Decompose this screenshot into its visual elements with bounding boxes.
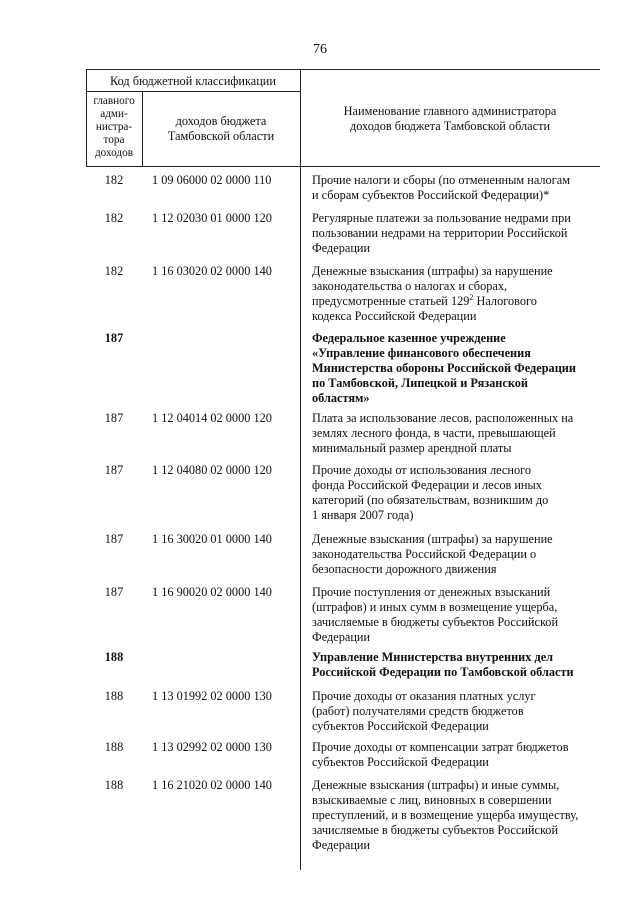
row-admin-code: 182 xyxy=(104,173,124,187)
row-revenue-code: 1 09 06000 02 0000 110 xyxy=(152,173,272,187)
header-col-admin-line: адми- xyxy=(100,108,128,120)
column-divider-2 xyxy=(300,69,301,870)
row-admin-code: 187 xyxy=(104,463,124,477)
row-name-line: Плата за использование лесов, расположенных на xyxy=(312,411,574,425)
row-name-line: Денежные взыскания (штрафы) за нарушение xyxy=(312,264,553,278)
row-admin-code: 188 xyxy=(104,778,124,792)
row-name-line: 1 января 2007 года) xyxy=(312,508,414,522)
row-revenue-code: 1 13 01992 02 0000 130 xyxy=(152,689,272,703)
table-top-border xyxy=(86,69,600,70)
row-name-line: зачисляемые в бюджеты субъектов Российской xyxy=(312,823,559,837)
row-name-line: Федерации xyxy=(312,630,371,644)
row-admin-code: 182 xyxy=(104,211,124,225)
row-name-line-tail: Налогового xyxy=(473,294,537,308)
header-col-admin-line: доходов xyxy=(94,147,133,159)
row-name-line: категорий (по обязательствам, возникшим до xyxy=(312,493,549,507)
row-name-line: пользовании недрами на территории Российской xyxy=(312,226,568,240)
row-name-line: законодательства о налогах и сборах, xyxy=(312,279,508,293)
row-admin-code: 182 xyxy=(104,264,124,278)
row-revenue-code: 1 13 02992 02 0000 130 xyxy=(152,740,272,754)
row-name-line: землях лесного фонда, в части, превышающей xyxy=(312,426,556,440)
row-name-line: (работ) получателями средств бюджетов xyxy=(312,704,524,718)
header-col-revenue-line: Тамбовской области xyxy=(167,129,275,143)
row-name-line: областям» xyxy=(312,391,370,405)
row-name-line: Денежные взыскания (штрафы) и иные суммы, xyxy=(312,778,560,792)
row-name-line: Прочие налоги и сборы (по отмененным налогам xyxy=(312,173,570,187)
row-name-line: Денежные взыскания (штрафы) за нарушение xyxy=(312,532,553,546)
row-revenue-code: 1 16 90020 02 0000 140 xyxy=(152,585,272,599)
row-name-line: Российской Федерации по Тамбовской области xyxy=(312,665,574,679)
row-admin-code: 188 xyxy=(104,650,124,664)
row-name-line: «Управление финансового обеспечения xyxy=(312,346,531,360)
row-name-line: взыскиваемые с лиц, виновных в совершении xyxy=(312,793,552,807)
row-revenue-code: 1 16 03020 02 0000 140 xyxy=(152,264,272,278)
row-name-line: субъектов Российской Федерации xyxy=(312,755,489,769)
row-name-line: Федерации xyxy=(312,838,371,852)
row-name-line: Прочие доходы от использования лесного xyxy=(312,463,532,477)
row-name-line: Федерации xyxy=(312,241,371,255)
row-name-line: Федеральное казенное учреждение xyxy=(312,331,506,345)
row-name-line: и сборам субъектов Российской Федерации)* xyxy=(312,188,550,202)
row-name-line: субъектов Российской Федерации xyxy=(312,719,489,733)
row-name-line: минимальный размер арендной платы xyxy=(312,441,512,455)
row-name-line: кодекса Российской Федерации xyxy=(312,309,477,323)
row-name-line: преступлений, и в возмещение ущерба имуществу, xyxy=(312,808,579,822)
header-col-revenue-line: доходов бюджета xyxy=(175,114,267,128)
row-revenue-code: 1 12 04014 02 0000 120 xyxy=(152,411,272,425)
page-number: 76 xyxy=(313,42,327,57)
row-name-line: предусмотренные статьей $129^2$ Налогового xyxy=(312,292,537,308)
header-col-name-line: Наименование главного администратора xyxy=(343,104,557,118)
row-name-line: Прочие доходы от компенсации затрат бюджетов xyxy=(312,740,569,754)
row-name-line: законодательства Российской Федерации о xyxy=(312,547,537,561)
row-admin-code: 187 xyxy=(104,331,124,345)
row-name-line: Министерства обороны Российской Федерации xyxy=(312,361,576,375)
row-name-line: Регулярные платежи за пользование недрами при xyxy=(312,211,571,225)
row-revenue-code: 1 12 02030 01 0000 120 xyxy=(152,211,272,225)
row-name-line: безопасности дорожного движения xyxy=(312,562,497,576)
header-col-admin-line: тора xyxy=(103,134,125,146)
row-admin-code: 187 xyxy=(104,585,124,599)
header-col-name-line: доходов бюджета Тамбовской области xyxy=(349,119,551,133)
header-subgroup-line xyxy=(86,91,300,92)
row-name-line: (штрафов) и иных сумм в возмещение ущерба, xyxy=(312,600,558,614)
row-name-line: Прочие доходы от оказания платных услуг xyxy=(312,689,536,703)
row-admin-code: 187 xyxy=(104,532,124,546)
row-revenue-code: 1 16 21020 02 0000 140 xyxy=(152,778,272,792)
row-name-line: Управление Министерства внутренних дел xyxy=(312,650,554,664)
header-col-admin-line: нистра- xyxy=(95,121,133,133)
header-bottom-line xyxy=(86,166,600,167)
row-admin-code: 187 xyxy=(104,411,124,425)
superscript-note: 2 xyxy=(469,292,474,302)
row-revenue-code: 1 12 04080 02 0000 120 xyxy=(152,463,272,477)
row-admin-code: 188 xyxy=(104,740,124,754)
row-revenue-code: 1 16 30020 01 0000 140 xyxy=(152,532,272,546)
row-name-line: Прочие поступления от денежных взысканий xyxy=(312,585,551,599)
row-name-line: фонда Российской Федерации и лесов иных xyxy=(312,478,542,492)
row-name-line: зачисляемые в бюджеты субъектов Российской xyxy=(312,615,559,629)
row-name-line: по Тамбовской, Липецкой и Рязанской xyxy=(312,376,529,390)
header-group-title: Код бюджетной классификации xyxy=(110,74,276,88)
header-col-admin-line: главного xyxy=(93,95,135,107)
row-admin-code: 188 xyxy=(104,689,124,703)
